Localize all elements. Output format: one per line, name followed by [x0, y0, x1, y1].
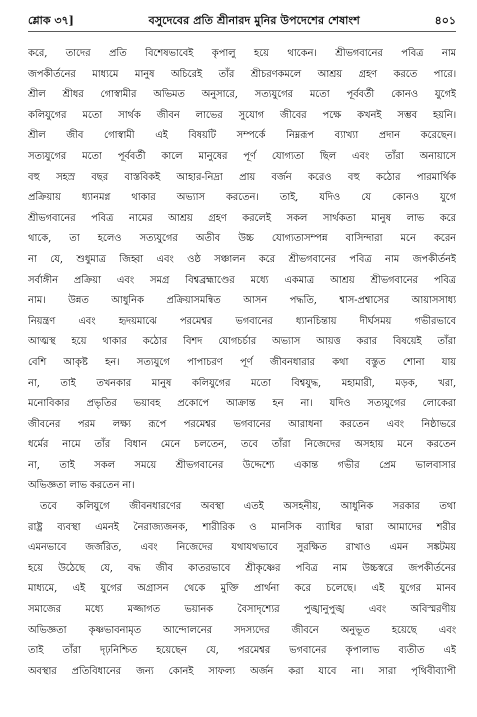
- text-line: শ্রীল জীব গোস্বামী এই বিষয়টি সম্পর্কে নিম্নরূপ ব্যাখ্যা প্রদান করেছেন।: [28, 130, 456, 142]
- text-line: না যে, শুধুমাত্র জিহ্বা এবং ওষ্ঠ সঞ্চালন করে শ্রীভগবানের পবিত্র নাম জপকীর্তনই: [28, 253, 456, 265]
- text-line: অভিজ্ঞতা লাভ করতেন না।: [28, 480, 135, 492]
- text-line: বেশি আকৃষ্ট হন। সত্যযুগে পাপাচরণ পূর্ণ জীবনধারার কথা বস্তুত শোনা যায়: [28, 356, 456, 368]
- page-number: ৪০১: [434, 14, 456, 27]
- text-line: এমনভাবে জর্জরিত, এবং নিজেদের যথাযথভাবে সুরক্ষিত রাখাও এমন সঙ্কটময়: [28, 542, 456, 554]
- text-line: শ্রীল শ্রীধর গোস্বামীর অভিমত অনুসারে, সত্যযুগের মতো পূর্ববর্তী কোনও যুগেই: [28, 89, 456, 101]
- text-line: না, তাই তখনকার মানুষ কলিযুগের মতো বিশ্বযুদ্ধ, মহামারী, মড়ক, খরা,: [28, 377, 456, 389]
- text-line: আত্মস্থ হয়ে থাকার কঠোর বিশদ যোগচর্চার অভ্যাস আয়ত্ত করার বিষয়েই তাঁরা: [28, 336, 456, 348]
- text-line: জপকীর্তনের মাধ্যমে মানুষ অচিরেই তাঁর শ্রীচরণকমলে আশ্রয় গ্রহণ করতে পারে।: [28, 68, 456, 80]
- chapter-title: বসুদেবের প্রতি শ্রীনারদ মুনির উপদেশের শেষাংশ: [148, 14, 360, 27]
- text-line: রাষ্ট্র ব্যবস্থা এমনই নৈরাজ্যজনক, শারীরিক ও মানসিক ব্যাধির দ্বারা আমাদের শরীর: [28, 521, 456, 533]
- text-line: শ্রীভগবানের পবিত্র নামের আশ্রয় গ্রহণ করলেই সকল সার্থকতা মানুষ লাভ করে: [28, 212, 456, 224]
- text-line: সত্যযুগের মতো পূর্ববর্তী কালে মানুষের পূর্ণ যোগ্যতা ছিল এবং তাঁরা অনায়াসে: [28, 150, 456, 162]
- text-line: কলিযুগের মতো সার্থক জীবন লাভের সুযোগ জীবের পক্ষে কখনই সম্ভব হয়নি।: [28, 109, 456, 121]
- book-page: [28, 14, 456, 682]
- text-line: অভিজ্ঞতা কৃষ্ণভাবনামৃত আন্দোলনের সদস্যদের জীবনে অনুভূত হয়েছে এবং: [28, 624, 456, 636]
- purport-text: [28, 44, 456, 682]
- text-line: প্রক্রিয়ায় ধ্যানমগ্ন থাকার অভ্যাস করতেন। তাই, যদিও যে কোনও যুগে: [28, 192, 456, 204]
- running-header: [28, 14, 456, 32]
- text-line: জীবনের পরম লক্ষ্য রূপে পরমেশ্বর ভগবানের আরাধনা করতেন এবং নিষ্ঠাভরে: [28, 418, 456, 430]
- text-line: অবস্থার প্রতিবিধানের জন্য কোনই সাফল্য অর্জন করা যাবে না। সারা পৃথিবীব্যাপী: [28, 665, 456, 677]
- text-line: হয়ে উঠেছে যে, বদ্ধ জীব কাতরভাবে শ্রীকৃষ্ণের পবিত্র নাম উচ্চস্বরে জপকীর্তনের: [28, 562, 456, 574]
- text-line: সর্বাঙ্গীন প্রক্রিয়া এবং সমগ্র বিশ্বব্রহ্মাণ্ডের মধ্যে একমাত্র আশ্রয় শ্রীভগবানের পবিত্র: [28, 274, 456, 286]
- text-line: না, তাই সকল সময়ে শ্রীভগবানের উদ্দেশ্যে একান্ত গভীর প্রেম ভালবাসার: [28, 459, 456, 471]
- text-line: মাধ্যমে, এই যুগের অগ্রাসন থেকে মুক্তি প্রার্থনা করে চলেছে। এই যুগের মানব: [28, 583, 456, 595]
- text-line: তাই তাঁরা দৃঢ়নিশ্চিত হয়েছেন যে, পরমেশ্বর ভগবানের কৃপালাভ ব্যতীত এই: [28, 645, 456, 657]
- text-line: বহু সহস্র বছর বাস্তবিকই আহার-নিদ্রা প্রায় বর্জন করেও বহু কঠোর পারমার্থিক: [28, 171, 456, 183]
- text-line: করে, তাদের প্রতি বিশেষভাবেই কৃপালু হয়ে থাকেন। শ্রীভগবানের পবিত্র নাম: [28, 48, 456, 59]
- verse-reference: শ্লোক ৩৭]: [28, 14, 74, 27]
- text-line: নিয়ন্ত্রণ এবং হৃদয়মাঝে পরমেশ্বর ভগবানের ধ্যানচিন্তায় দীর্ঘসময় গভীরভাবে: [28, 315, 456, 327]
- text-line: থাকে, তা হলেও সত্যযুগের অতীব উচ্চ যোগ্যতাসম্পন্ন বাসিন্দারা মনে করেন: [28, 233, 456, 245]
- text-line: মনোবিকার প্রভৃতির ভয়াবহ প্রকোপে আক্রান্ত হন না। যদিও সত্যযুগের লোকেরা: [28, 398, 456, 410]
- text-line: তবে কলিযুগে জীবনধারণের অবস্থা এতই অসহনীয়, আধুনিক সরকার তথা: [40, 501, 456, 513]
- text-line: ধর্মের নামে তাঁর বিধান মেনে চলতেন, তবে তাঁরা নিজেদের অসহায় মনে করতেন: [28, 439, 456, 451]
- text-line: সমাজের মধ্যে মজ্জাগত ভয়ানক বৈসাদৃশ্যের পুঙ্খানুপুঙ্খ এবং অবিস্মরণীয়: [28, 604, 456, 616]
- text-line: নাম। উন্নত আধুনিক প্রক্রিয়াসমন্বিত আসন পদ্ধতি, শ্বাস-প্রশ্বাসের আয়াসসাধ্য: [28, 295, 456, 307]
